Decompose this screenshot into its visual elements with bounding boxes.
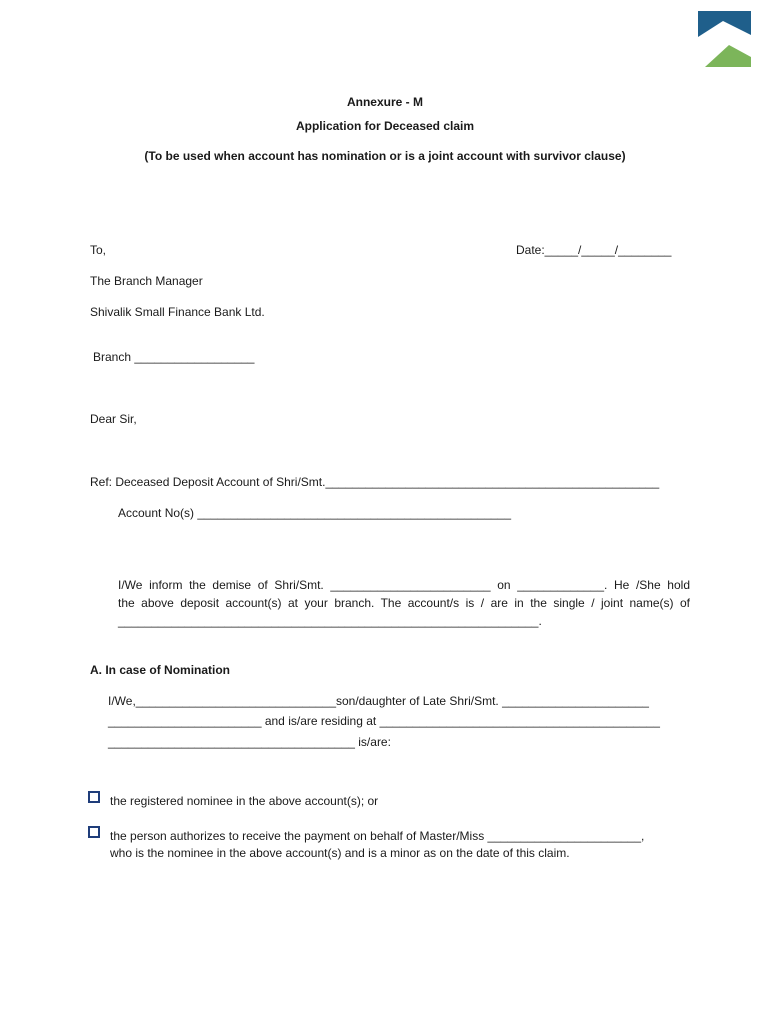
minor-guardian-checkbox[interactable] (88, 826, 100, 838)
section-a-heading: A. In case of Nomination (90, 663, 231, 677)
account-number-field: Account No(s) _______________________________________________ (118, 506, 512, 520)
inform-line-3: _______________________________________________________________. (118, 614, 542, 628)
bank-logo-icon (697, 11, 751, 67)
section-a-line-2: _______________________ and is/are residing at __________________________________________ (108, 714, 660, 728)
nominee-checkbox[interactable] (88, 791, 100, 803)
annexure-label: Annexure - M (346, 95, 423, 109)
form-subtitle: (To be used when account has nomination or is a joint account with survivor clause) (144, 149, 626, 163)
salutation: Dear Sir, (90, 412, 137, 426)
option-guardian-label-2: who is the nominee in the above account(s) and is a minor as on the date of this claim. (110, 846, 570, 860)
form-title: Application for Deceased claim (295, 119, 475, 133)
option-nominee-label: the registered nominee in the above account(s); or (110, 794, 379, 808)
bank-name: Shivalik Small Finance Bank Ltd. (90, 305, 265, 319)
section-a-line-3: _____________________________________ is/are: (108, 735, 391, 749)
branch-field: Branch __________________ (93, 350, 255, 364)
to-label: To, (90, 243, 107, 257)
inform-paragraph (118, 576, 690, 630)
section-a-line-1: I/We,______________________________son/daughter of Late Shri/Smt. ______________________ (108, 694, 649, 708)
ref-line: Ref: Deceased Deposit Account of Shri/Smt.__________________________________________________ (90, 475, 660, 489)
inform-line-1: I/We inform the demise of Shri/Smt. ________________________ on _____________. He /She hold (118, 578, 690, 592)
branch-manager-label: The Branch Manager (90, 274, 203, 288)
inform-line-2: the above deposit account(s) at your branch. The account/s is / are in the single / joint name(s) of (118, 596, 690, 610)
date-field: Date:_____/_____/________ (516, 243, 672, 257)
option-guardian-label: the person authorizes to receive the payment on behalf of Master/Miss _______________________, (110, 829, 645, 843)
